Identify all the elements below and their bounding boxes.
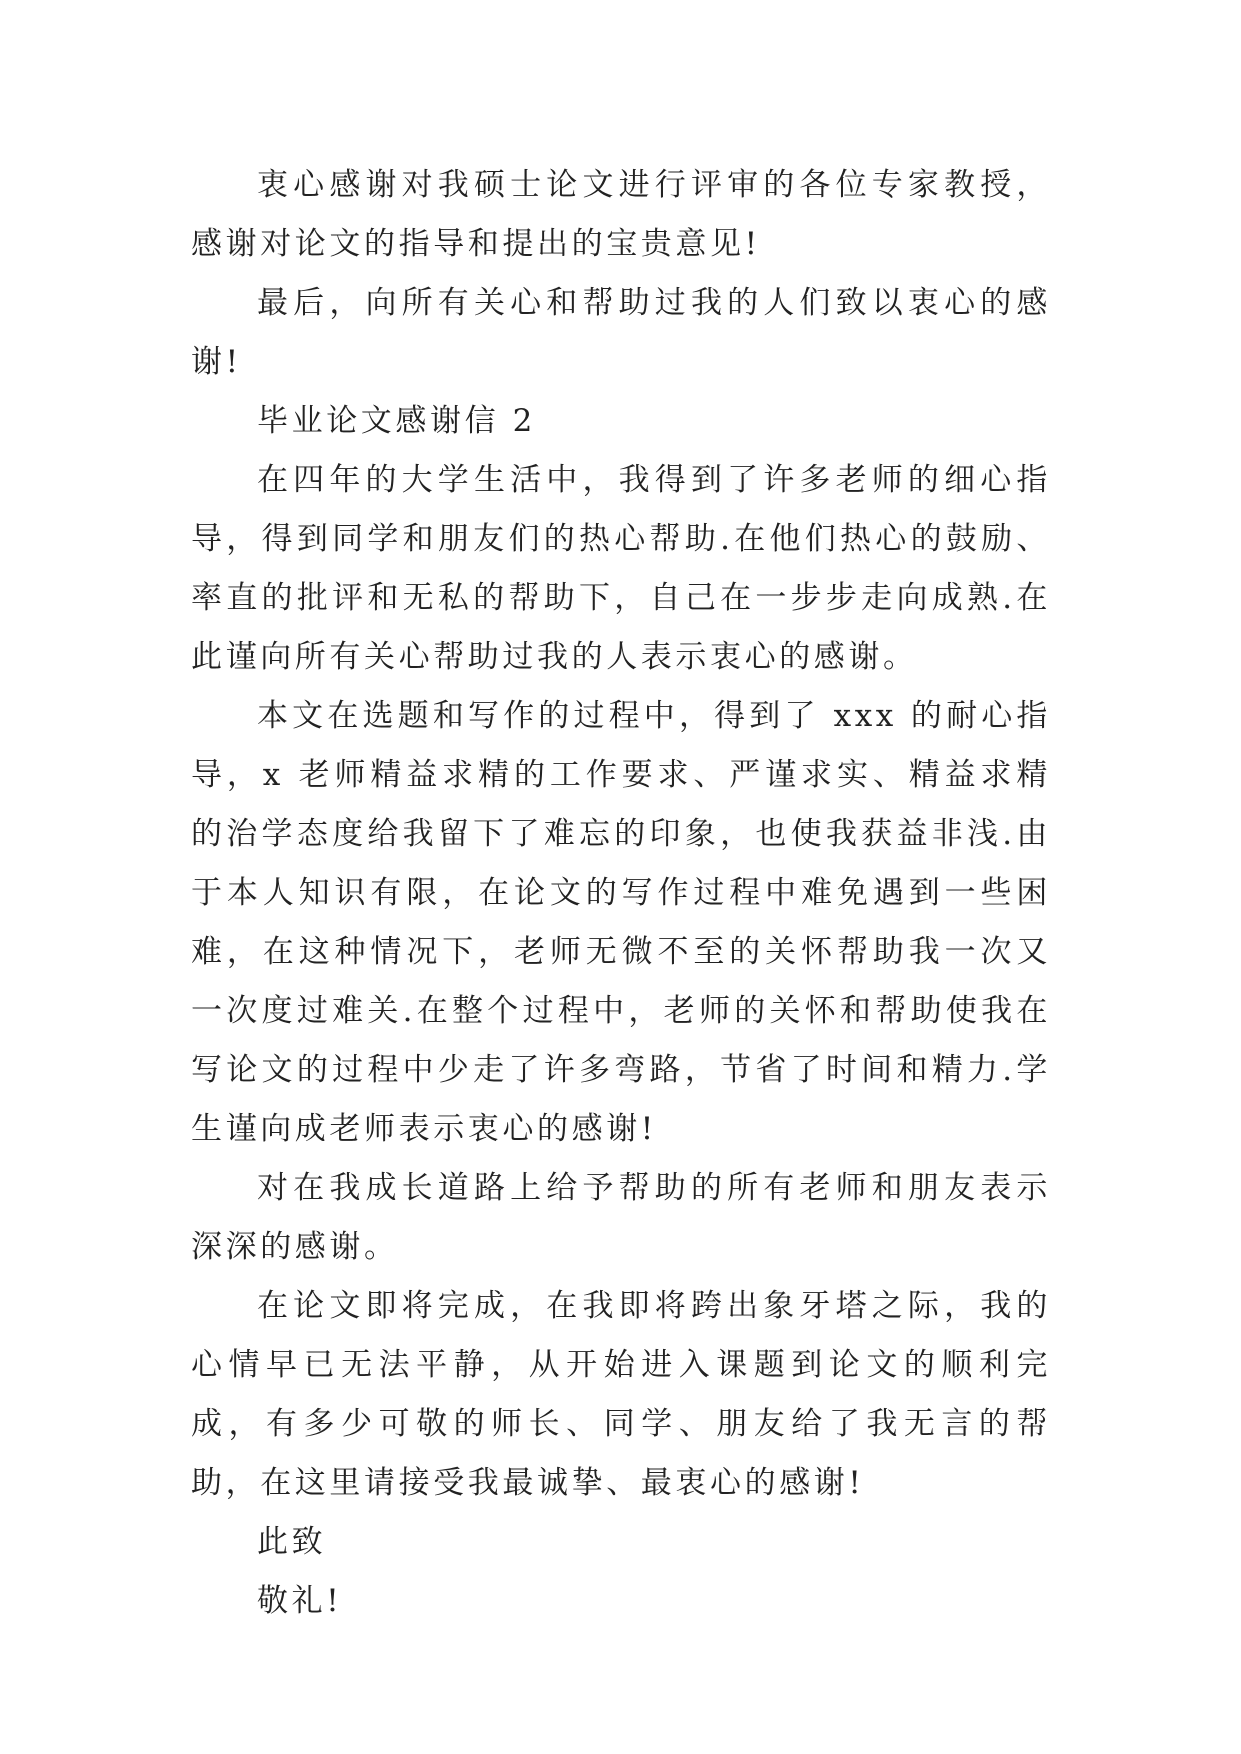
closing-regards: 敬礼! xyxy=(257,1583,343,1619)
document-body xyxy=(191,156,1051,1631)
paragraph-advisor-guidance: 本文在选题和写作的过程中，得到了 xxx 的耐心指导，x 老师精益求精的工作要求、严谨求实、精益求精的治学态度给我留下了难忘的印象，也使我获益非浅.由于本人知识有限，在论文的写作过程中难免遇到一些困难，在这种情况下，老师无微不至的关怀帮助我一次又一次度过难关.在整个过程中，老师的关怀和帮助使我在写论文的过程中少走了许多弯路，节省了时间和精力.学生谨向成老师表示衷心的感谢! xyxy=(191,698,1051,1147)
paragraph-thanks-reviewers: 衷心感谢对我硕士论文进行评审的各位专家教授，感谢对论文的指导和提出的宝贵意见! xyxy=(191,167,1051,262)
paragraph-university-life: 在四年的大学生活中，我得到了许多老师的细心指导，得到同学和朋友们的热心帮助.在他们热心的鼓励、率直的批评和无私的帮助下，自己在一步步走向成熟.在此谨向所有关心帮助过我的人表示衷心的感谢。 xyxy=(191,462,1051,675)
section-heading: 毕业论文感谢信 2 xyxy=(257,403,536,439)
paragraph-final-thanks: 最后，向所有关心和帮助过我的人们致以衷心的感谢! xyxy=(191,285,1051,380)
paragraph-teachers-friends: 对在我成长道路上给予帮助的所有老师和朋友表示深深的感谢。 xyxy=(191,1170,1051,1265)
closing-salutation: 此致 xyxy=(257,1524,327,1560)
paragraph-completion: 在论文即将完成，在我即将跨出象牙塔之际，我的心情早已无法平静，从开始进入课题到论文的顺利完成，有多少可敬的师长、同学、朋友给了我无言的帮助，在这里请接受我最诚挚、最衷心的感谢! xyxy=(191,1288,1051,1501)
